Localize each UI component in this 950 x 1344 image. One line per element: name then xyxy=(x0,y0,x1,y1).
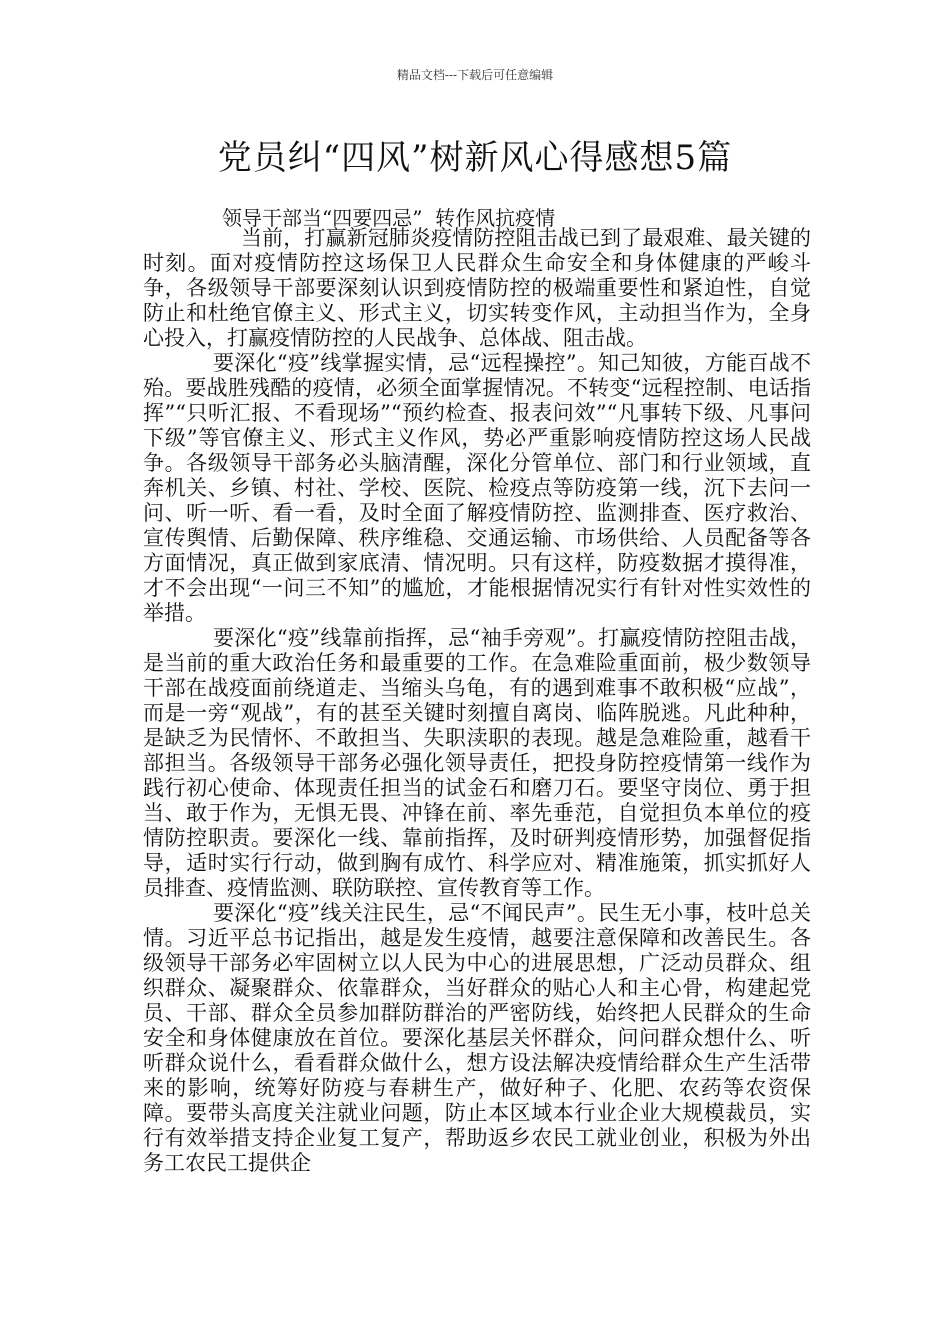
header-note: 精品文档---下载后可任意编辑 xyxy=(396,68,554,82)
paragraph: 要深化“疫”线靠前指挥，忌“袖手旁观”。打赢疫情防控阻击战，是当前的重大政治任务和最重要的工作。在急难险重面前，极少数领导干部在战疫面前绕道走、当缩头乌龟，有的遇到难事不敢积极“应战”，而是一旁“观战”，有的甚至关键时刻擅自离岗、临阵脱逃。凡此种种，是缺乏为民情怀、不敢担当、失职渎职的表现。越是急难险重，越看干部担当。各级领导干部务必强化领导责任，把投身防控疫情第一线作为践行初心使命、体现责任担当的试金石和磨刀石。要坚守岗位、勇于担当、敢于作为，无惧无畏、冲锋在前、率先垂范，自觉担负本单位的疫情防控职责。要深化一线、靠前指挥，及时研判疫情形势，加强督促指导，适时实行行动，做到胸有成竹、科学应对、精准施策，抓实抓好人员排查、疫情监测、联防联控、宣传教育等工作。 xyxy=(143,626,811,900)
paragraph: 要深化“疫”线掌握实情，忌“远程操控”。知己知彼，方能百战不殆。要战胜残酷的疫情，必须全面掌握情况。不转变“远程控制、电话指挥”“只听汇报、不看现场”“预约检查、报表问效”“凡事转下级、凡事问下级”等官僚主义、形式主义作风，势必严重影响疫情防控这场人民战争。各级领导干部务必头脑清醒，深化分管单位、部门和行业领域，直奔机关、乡镇、村社、学校、医院、检疫点等防疫第一线，沉下去问一问、听一听、看一看，及时全面了解疫情防控、监测排查、医疗救治、宣传舆情、后勤保障、秩序维稳、交通运输、市场供给、人员配备等各方面情况，真正做到家底清、情况明。只有这样，防疫数据才摸得准，才不会出现“一问三不知”的尴尬，才能根据情况实行有针对性实效性的举措。 xyxy=(143,351,811,625)
document-title: 党员纠“四风”树新风心得感想5篇 xyxy=(217,138,733,178)
paragraph: 要深化“疫”线关注民生，忌“不闻民声”。民生无小事，枝叶总关情。习近平总书记指出，越是发生疫情，越要注意保障和改善民生。各级领导干部务必牢固树立以人民为中心的进展思想，广泛动员群众、组织群众、凝聚群众、依靠群众，当好群众的贴心人和主心骨，构建起党员、干部、群众全员参加群防群治的严密防线，始终把人民群众的生命安全和身体健康放在首位。要深化基层关怀群众，问问群众想什么、听听群众说什么，看看群众做什么，想方设法解决疫情给群众生产生活带来的影响，统筹好防疫与春耕生产，做好种子、化肥、农药等农资保障。要带头高度关注就业问题，防止本区域本行业企业大规模裁员，实行有效举措支持企业复工复产，帮助返乡农民工就业创业，积极为外出务工农民工提供企 xyxy=(143,901,811,1175)
article-body xyxy=(143,226,811,1176)
article-subtitle: 领导干部当“四要四忌” 转作风抗疫情 xyxy=(222,206,556,230)
paragraph: 当前，打赢新冠肺炎疫情防控阻击战已到了最艰难、最关键的时刻。面对疫情防控这场保卫人民群众生命安全和身体健康的严峻斗争，各级领导干部要深刻认识到疫情防控的极端重要性和紧迫性，自觉防止和杜绝官僚主义、形式主义，切实转变作风，主动担当作为，全身心投入，打赢疫情防控的人民战争、总体战、阻击战。 xyxy=(143,226,811,350)
